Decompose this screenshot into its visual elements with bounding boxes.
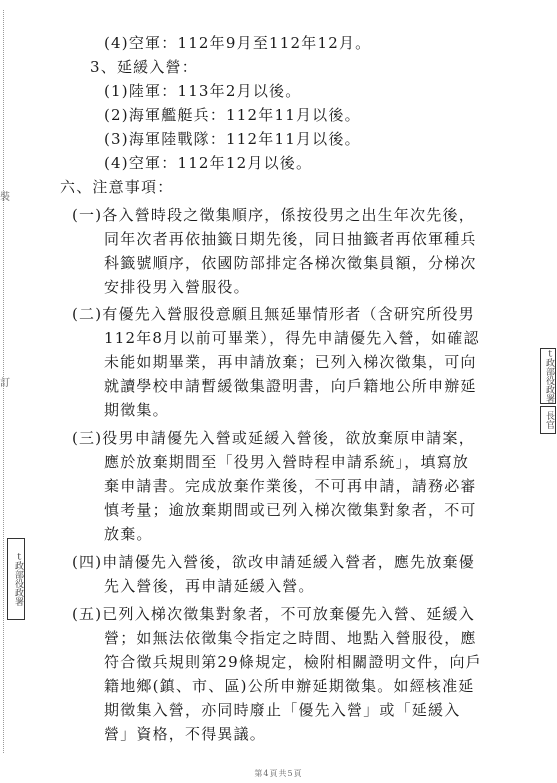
note-3-line-1: (三)役男申請優先入營或延緩入營後，欲放棄原申請案，: [72, 429, 475, 447]
approval-stamp-right-2: [540, 406, 556, 434]
schedule-air-force-priority: (4)空軍：112年9月至112年12月。: [104, 34, 372, 52]
note-3-line-3: 棄申請書。完成放棄作業後，不可再申請，請務必審: [104, 477, 477, 495]
binding-mark-bottom: 訂: [0, 378, 10, 389]
stamp-text: ｔ政部役政署: [13, 552, 23, 606]
schedule-marines-deferred: (3)海軍陸戰隊：112年11月以後。: [104, 130, 361, 148]
stamp-text: ｔ政部役政署: [544, 349, 554, 403]
schedule-navy-ship-deferred: (2)海軍艦艇兵：112年11月以後。: [104, 106, 361, 124]
note-5-line-2: 營；如無法依徵集令指定之時間、地點入營服役，應: [104, 629, 477, 647]
note-4-line-1: (四)申請優先入營後，欲改申請延緩入營者，應先放棄優: [72, 553, 475, 571]
approval-stamp-right-1: [540, 348, 556, 404]
note-5-line-1: (五)已列入梯次徵集對象者，不可放棄優先入營、延緩入: [72, 605, 475, 623]
note-2-line-1: (二)有優先入營服役意願且無延畢情形者（含研究所役男: [72, 305, 475, 323]
section-heading-deferred-enlistment: 3、延緩入營：: [90, 58, 198, 76]
schedule-air-force-deferred: (4)空軍：112年12月以後。: [104, 154, 313, 172]
note-5-line-5: 期徵集入營，亦同時廢止「優先入營」或「延緩入: [104, 701, 461, 719]
approval-stamp-left: [7, 538, 25, 620]
note-2-line-5: 期徵集。: [104, 401, 169, 419]
note-1-line-3: 科籤號順序，依國防部排定各梯次徵集員額，分梯次: [104, 254, 477, 272]
note-5-line-6: 營」資格，不得異議。: [104, 725, 267, 743]
stamp-text: 長官: [544, 411, 554, 429]
note-2-line-4: 就讀學校申請暫緩徵集證明書，向戶籍地公所申辦延: [104, 377, 477, 395]
note-1-line-4: 安排役男入營服役。: [104, 278, 250, 296]
note-2-line-2: 112年8月以前可畢業），得先申請優先入營，如確認: [104, 329, 480, 347]
note-5-line-4: 籍地鄉(鎮、市、區)公所申辦延期徵集。如經核准延: [104, 677, 475, 695]
binding-mark-top: 裝: [0, 192, 10, 203]
note-3-line-4: 慎考量；逾放棄期間或已列入梯次徵集對象者，不可: [104, 501, 477, 519]
note-1-line-2: 同年次者再依抽籤日期先後，同日抽籤者再依軍種兵: [104, 230, 477, 248]
note-5-line-3: 符合徵兵規則第29條規定，檢附相關證明文件，向戶: [104, 653, 482, 671]
note-1-line-1: (一)各入營時段之徵集順序，係按役男之出生年次先後，: [72, 206, 475, 224]
note-2-line-3: 未能如期畢業，再申請放棄；已列入梯次徵集，可向: [104, 353, 477, 371]
note-4-line-2: 先入營後，再申請延緩入營。: [104, 577, 315, 595]
note-3-line-2: 應於放棄期間至「役男入營時程申請系統」，填寫放: [104, 453, 470, 471]
section-heading-notes: 六、注意事項：: [60, 178, 174, 196]
note-3-line-5: 放棄。: [104, 525, 153, 543]
page-number: 第4頁共5頁: [254, 769, 303, 778]
schedule-army-deferred: (1)陸軍：113年2月以後。: [104, 82, 302, 100]
